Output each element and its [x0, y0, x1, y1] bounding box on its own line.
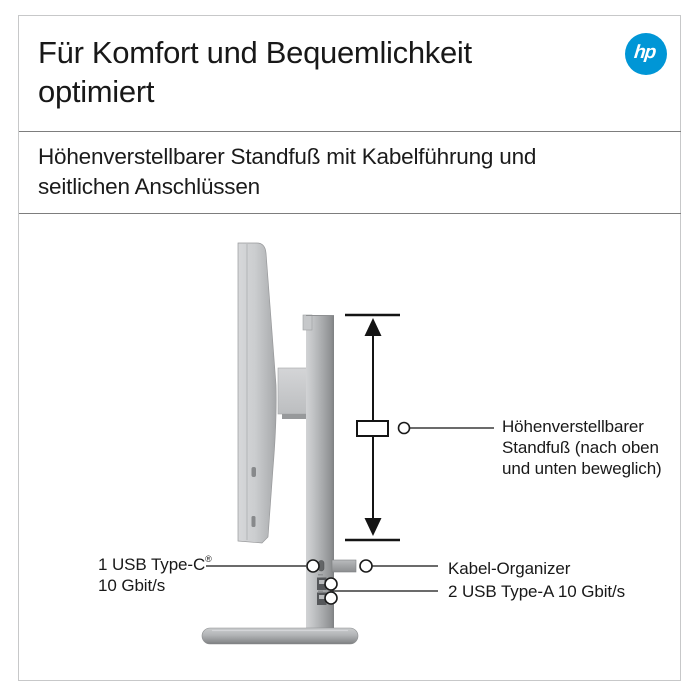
callout-label-usb-a: 2 USB Type-A 10 Gbit/s [448, 582, 626, 601]
feature-subtitle-line1: Höhenverstellbarer Standfuß mit Kabelführung und [38, 144, 537, 169]
registered-trademark-mark: ® [205, 554, 212, 565]
hp-logo-text: hp [632, 42, 657, 63]
callout-label-height-adjust [502, 416, 682, 479]
callout-height-line3: und unten beweglich) [502, 459, 662, 478]
feature-subtitle-line2: seitlichen Anschlüssen [38, 174, 260, 199]
page-title-line1: Für Komfort und Bequemlichkeit [38, 35, 472, 70]
page-title [38, 33, 598, 111]
subheader-divider [19, 213, 681, 214]
hp-logo-icon [625, 33, 667, 75]
callout-usb-c-line2: 10 Gbit/s [98, 576, 166, 595]
header-divider [19, 131, 681, 132]
feature-subtitle [38, 142, 648, 202]
callout-usb-c-line1: 1 USB Type-C® [98, 554, 212, 574]
callout-height-line1: Höhenverstellbarer [502, 417, 644, 436]
callout-label-usb-c [98, 554, 258, 596]
callout-height-line2: Standfuß (nach oben [502, 438, 659, 457]
page-title-line2: optimiert [38, 74, 155, 109]
callout-label-cable-organizer: Kabel-Organizer [448, 559, 571, 578]
